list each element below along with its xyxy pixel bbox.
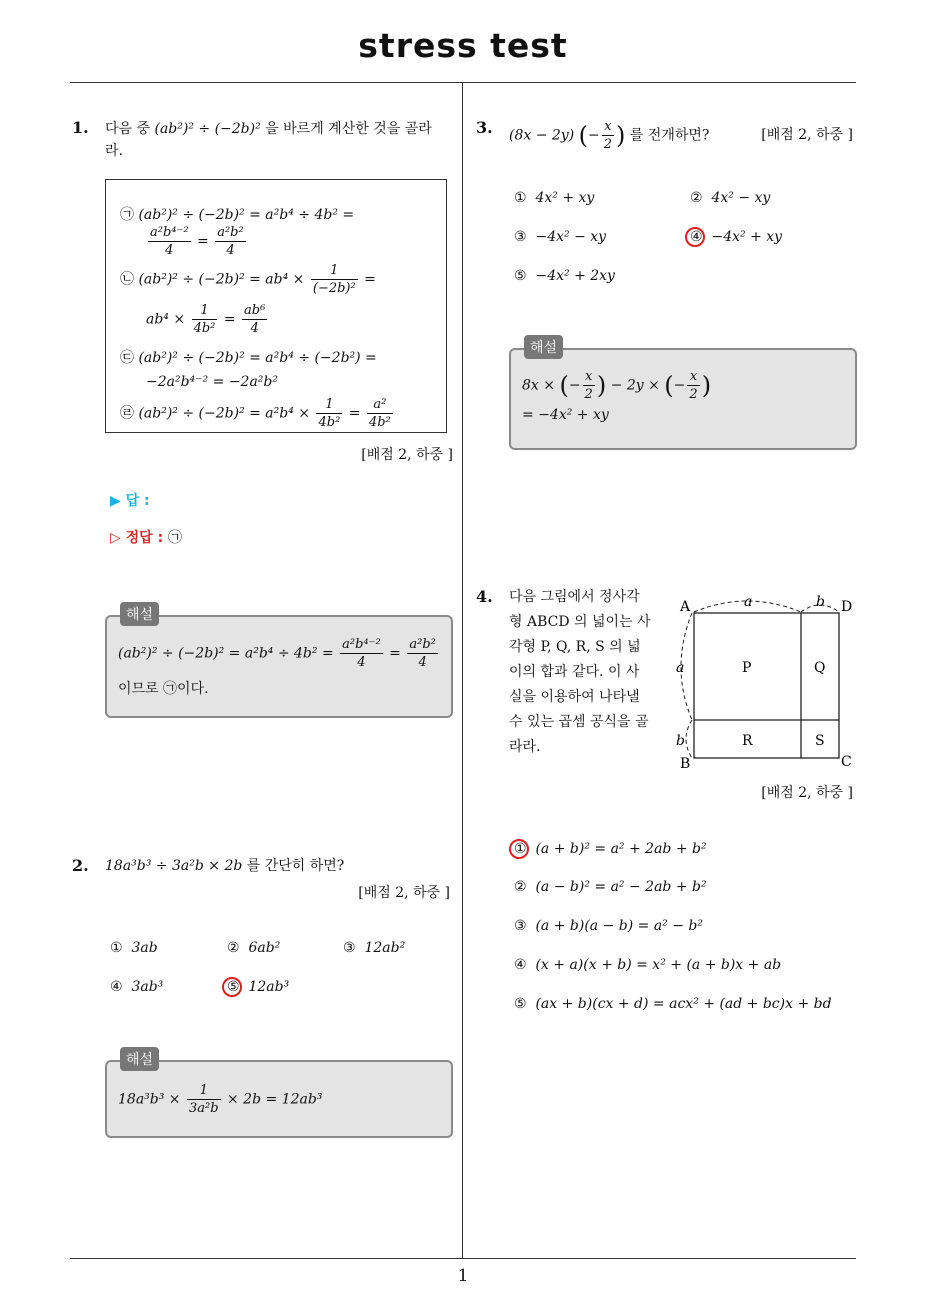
- q1-correct-label-text: ▷ 정답 :: [110, 530, 164, 546]
- q1-question: [105, 118, 455, 162]
- q1-question-line2: 라.: [105, 143, 123, 159]
- q1-option-d-line1: (ab²)² ÷ (−2b)² = a²b⁴ ×: [138, 405, 311, 422]
- label-B: B: [680, 756, 691, 770]
- q1-option-b-line1: (ab²)² ÷ (−2b)² = ab⁴ ×: [138, 271, 305, 288]
- q1-option-a[interactable]: [120, 204, 440, 226]
- q1-question-post: 을 바르게 계산한 것을 골라: [265, 121, 432, 137]
- q1-option-a-line1: (ab²)² ÷ (−2b)² = a²b⁴ ÷ 4b² =: [138, 207, 355, 223]
- q2-choice-1[interactable]: ① 3ab: [110, 940, 158, 956]
- q2-question: [105, 855, 344, 877]
- q2-solution-tag: 해설: [120, 1047, 159, 1071]
- page-title: stress test: [358, 26, 568, 65]
- q1-solution-tag: 해설: [120, 602, 159, 626]
- q1-option-b[interactable]: ㉡ (ab²)² ÷ (−2b)² = ab⁴ × $\frac{1}{\text{(−2b)²}}$ =: [120, 263, 376, 296]
- q3-choice-4[interactable]: ④ −4x² + xy: [690, 229, 783, 245]
- q2-number: 2.: [72, 856, 89, 875]
- q4-selected-circle-icon: [509, 839, 529, 859]
- label-a-left: a: [676, 660, 685, 676]
- q1-option-c-line1: (ab²)² ÷ (−2b)² = a²b⁴ ÷ (−2b²) =: [138, 350, 377, 366]
- q4-question-line-7: 라라.: [509, 739, 541, 755]
- q1-question-expr: (ab²)² ÷ (−2b)²: [154, 121, 261, 137]
- q1-solution-frac2: $\frac{\text{a²b²}}{4}$: [409, 637, 436, 670]
- q1-option-b-frac2: $\frac{1}{\text{4b²}}$: [193, 303, 216, 336]
- q1-option-b-mark: ㉡: [120, 271, 134, 288]
- q1-option-c[interactable]: [120, 347, 440, 369]
- q3-solution-frac1: $\frac{x}{2}$: [584, 369, 593, 402]
- label-S: S: [815, 733, 825, 749]
- q4-meta: [배점 2, 하중 ]: [761, 785, 853, 801]
- label-a-top: a: [744, 594, 753, 610]
- q1-solution-line1: (ab²)² ÷ (−2b)² = a²b⁴ ÷ 4b² = $\frac{\text{a²b⁴⁻²}}{4}$ = $\frac{\text{a²b²}}{4}$: [118, 637, 436, 670]
- q3-selected-circle-icon: [685, 227, 705, 247]
- q4-question-line-6: 수 있는 곱셈 공식을 골: [509, 714, 649, 730]
- q1-option-b-line2: ab⁴ × $\frac{1}{\text{4b²}}$ = $\frac{\text{ab⁶}}{4}$: [146, 303, 266, 336]
- q4-choice-5[interactable]: ⑤ (ax + b)(cx + d) = acx² + (ad + bc)x + bd: [514, 996, 832, 1012]
- q3-number: 3.: [476, 118, 493, 137]
- q1-number: 1.: [72, 118, 89, 137]
- q2-selected-circle-icon: [222, 977, 242, 997]
- q1-option-c-line2: −2a²b⁴⁻² = −2a²b²: [146, 374, 278, 390]
- q1-option-d[interactable]: ㉣ (ab²)² ÷ (−2b)² = a²b⁴ × $\frac{1}{\text{4b²}}$ = $\frac{\text{a²}}{\text{4b²}}$: [120, 397, 391, 430]
- q3-choice-3[interactable]: ③ −4x² − xy: [514, 229, 607, 245]
- q3-question: (8x − 2y) (− $\frac{x}{2}$ ) 를 전개하면?: [509, 119, 710, 152]
- label-R: R: [742, 733, 753, 749]
- q2-solution-frac: $\frac{1}{\text{3a²b}}$: [188, 1083, 219, 1116]
- q1-option-a-frac1: $\frac{\text{a²b⁴⁻²}}{4}$: [150, 225, 189, 258]
- q4-question-line-2: 형 ABCD 의 넓이는 사: [509, 614, 651, 630]
- q4-choice-4[interactable]: ④ (x + a)(x + b) = x² + (a + b)x + ab: [514, 957, 782, 973]
- q3-meta: [배점 2, 하중 ]: [761, 127, 853, 143]
- q4-number: 4.: [476, 587, 493, 606]
- q2-solution-line: 18a³b³ × $\frac{1}{\text{3a²b}}$ × 2b = 12ab³: [118, 1083, 323, 1116]
- q3-question-expr: (8x − 2y): [509, 127, 575, 144]
- q3-question-frac: $\frac{x}{2}$: [603, 119, 613, 152]
- q1-option-a-line2: $\frac{\text{a²b⁴⁻²}}{4}$ = $\frac{\text{a²b²}}{4}$: [150, 225, 244, 258]
- q1-question-pre: 다음 중: [105, 121, 151, 137]
- q1-option-a-mark: ㉠: [120, 207, 134, 223]
- q4-question: [509, 585, 669, 760]
- q1-option-c-mark: ㉢: [120, 350, 134, 366]
- q3-question-post: 를 전개하면?: [629, 127, 710, 144]
- label-P: P: [742, 660, 752, 676]
- label-C: C: [841, 754, 852, 770]
- q3-choice-5[interactable]: ⑤ −4x² + 2xy: [514, 268, 615, 284]
- q4-question-line-5: 실을 이용하여 나타낼: [509, 689, 640, 705]
- q3-choice-2[interactable]: ② 4x² − xy: [690, 190, 771, 206]
- label-D: D: [841, 599, 853, 615]
- label-A: A: [680, 599, 691, 615]
- q1-option-b-frac: $\frac{1}{\text{(−2b)²}}$: [312, 263, 356, 296]
- q1-meta: [배점 2, 하중 ]: [361, 447, 453, 463]
- q1-correct-label: [110, 527, 182, 547]
- q3-choice-1[interactable]: ① 4x² + xy: [514, 190, 595, 206]
- q3-solution-line2: = −4x² + xy: [522, 407, 609, 423]
- q2-question-post: 를 간단히 하면?: [246, 858, 345, 874]
- q1-correct-value: ㉠: [168, 530, 183, 546]
- header-rule: [70, 82, 856, 83]
- q2-question-expr: 18a³b³ ÷ 3a²b × 2b: [105, 858, 243, 874]
- column-divider: [462, 83, 463, 1258]
- q4-choice-2[interactable]: ② (a − b)² = a² − 2ab + b²: [514, 879, 707, 895]
- label-Q: Q: [814, 660, 826, 676]
- brace-b-left: [686, 720, 692, 758]
- q1-option-d-frac: $\frac{1}{\text{4b²}}$: [318, 397, 341, 430]
- q2-choice-2[interactable]: ② 6ab²: [227, 940, 281, 956]
- q1-solution-frac1: $\frac{\text{a²b⁴⁻²}}{4}$: [342, 637, 381, 670]
- q1-answer-label: ▶ 답 :: [110, 493, 150, 509]
- q2-choice-4[interactable]: ④ 3ab³: [110, 979, 164, 995]
- q4-figure: [670, 590, 860, 770]
- q2-choice-5[interactable]: ⑤ 12ab³: [227, 979, 290, 995]
- q1-option-d-frac2: $\frac{\text{a²}}{\text{4b²}}$: [368, 397, 391, 430]
- label-b-top: b: [816, 594, 825, 610]
- q4-question-line-4: 이의 합과 같다. 이 사: [509, 664, 640, 680]
- q4-choice-3[interactable]: ③ (a + b)(a − b) = a² − b²: [514, 918, 703, 934]
- q1-option-d-mark: ㉣: [120, 405, 134, 422]
- q1-solution-line2: 이므로 ㉠이다.: [118, 681, 209, 697]
- page-number: 1: [457, 1266, 469, 1286]
- q2-meta: [배점 2, 하중 ]: [358, 885, 450, 901]
- q2-choice-3[interactable]: ③ 12ab²: [343, 940, 406, 956]
- q1-option-a-frac2: $\frac{\text{a²b²}}{4}$: [217, 225, 244, 258]
- q4-question-line-3: 각형 P, Q, R, S 의 넓: [509, 639, 641, 655]
- q4-choice-1[interactable]: ① (a + b)² = a² + 2ab + b²: [514, 841, 707, 857]
- footer-rule: [70, 1258, 856, 1259]
- q3-solution-frac2: $\frac{x}{2}$: [689, 369, 698, 402]
- label-b-left: b: [676, 733, 685, 749]
- q3-solution-tag: 해설: [524, 335, 563, 359]
- q4-question-line-1: 다음 그림에서 정사각: [509, 589, 640, 605]
- q1-option-b-frac3: $\frac{\text{ab⁶}}{4}$: [244, 303, 266, 336]
- q3-solution-line1: 8x × (− $\frac{x}{2}$ ) − 2y × (− $\frac{x}{2}$ ): [522, 369, 712, 402]
